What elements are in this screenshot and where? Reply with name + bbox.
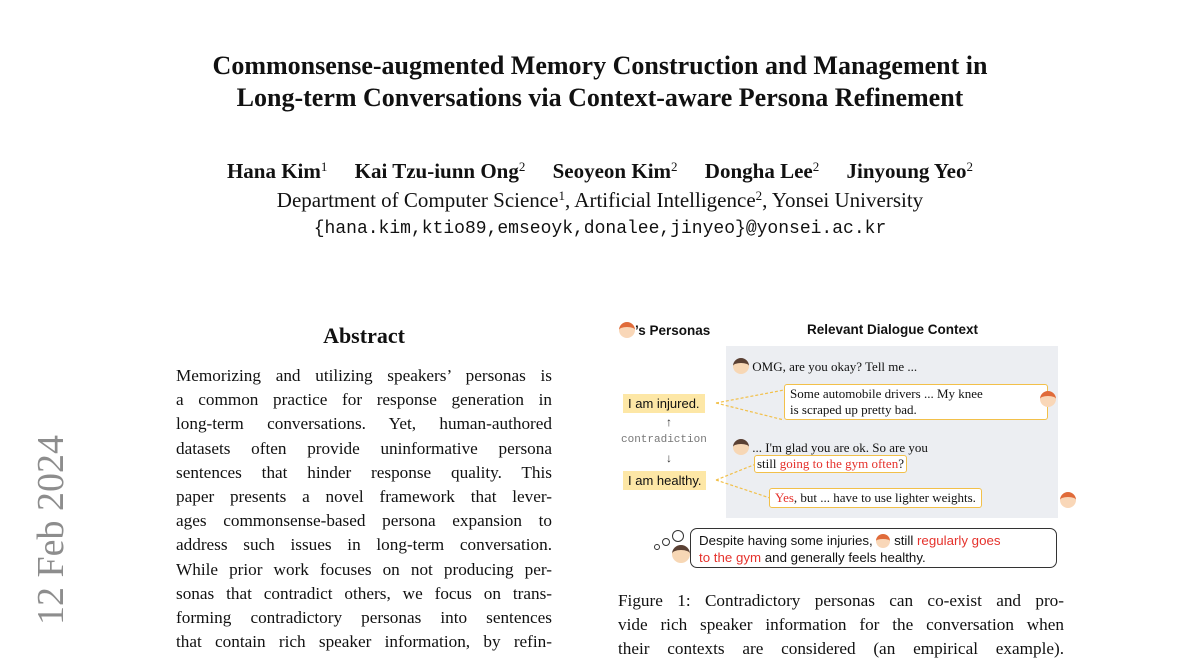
persona-healthy: I am healthy.: [623, 471, 706, 490]
dialogue-utterance-2: Some automobile drivers ... My knee is scraped up pretty bad.: [784, 384, 1048, 420]
abstract-line: sentences that hinder response quality. This: [176, 462, 552, 482]
speaker-avatar-icon: [1040, 391, 1056, 407]
speaker-avatar-icon: [619, 322, 635, 338]
listener-avatar-icon: [733, 439, 749, 455]
arrow-down-icon: ↓: [666, 451, 672, 465]
author: Kai Tzu-iunn Ong$^2$: [354, 158, 526, 183]
author: Dongha Lee$^2$: [704, 158, 820, 183]
contradiction-label: contradiction: [621, 434, 707, 446]
listener-avatar-icon: [733, 358, 749, 374]
abstract-line: sonas that contradict others, we focus on trans-: [176, 583, 552, 603]
arrow-up-icon: ↑: [666, 415, 672, 429]
thought-dot: [654, 544, 660, 550]
speaker-avatar-icon: [1060, 492, 1076, 508]
abstract-line: Memorizing and utilizing speakers’ personas is: [176, 366, 552, 385]
dialogue-utterance-1: OMG, are you okay? Tell me ...: [733, 358, 917, 375]
author: Hana Kim$^1$: [226, 158, 328, 183]
dialogue-utterance-3: ... I'm glad you are ok. So are you: [733, 439, 928, 456]
figure-personas-header: ’s Personas: [619, 322, 710, 338]
connector-line: [716, 464, 756, 480]
caption-line: their contexts are considered (an empirical example).: [618, 639, 1064, 659]
abstract-line: While prior work focuses on not producing per-: [176, 559, 552, 579]
connector-line: [716, 403, 784, 420]
abstract-line: paper presents a novel framework that lever-: [176, 487, 552, 507]
title-line-2: Long-term Conversations via Context-aware Persona Refinement: [236, 83, 964, 112]
thought-dot: [672, 530, 684, 542]
author: Seoyeon Kim$^2$: [552, 158, 678, 183]
author-list: [100, 157, 1100, 185]
abstract-line: long-term conversations. Yet, human-authored: [176, 414, 552, 434]
connector-line: [716, 480, 770, 498]
abstract-line: a common practice for response generation in: [176, 390, 552, 410]
listener-avatar-icon: [672, 545, 690, 563]
abstract-body: [176, 364, 552, 654]
abstract-heading: Abstract: [323, 323, 405, 348]
abstract-line: address such issues in long-term conversation.: [176, 535, 552, 555]
connector-line: [716, 390, 784, 403]
caption-line: vide rich speaker information for the conversation when: [618, 615, 1064, 635]
author: Jinyoung Yeo$^2$: [846, 158, 974, 183]
figure-context-header: Relevant Dialogue Context: [807, 322, 979, 337]
paper-title: [100, 50, 1100, 114]
speaker-avatar-icon: [876, 534, 890, 548]
caption-line: Figure 1: Contradictory personas can co-exist and pro-: [618, 591, 1064, 610]
author-emails: {hana.kim,ktio89,emseoyk,donalee,jinyeo}@yonsei.ac.kr: [313, 219, 887, 239]
figure-caption: [618, 589, 1064, 662]
dialogue-utterance-3-cont: still going to the gym often?: [754, 455, 907, 473]
thought-bubble: Despite having some injuries, still regularly goes to the gym and generally feels healthy.: [690, 528, 1057, 568]
abstract-line: that contain rich speaker information, by refin-: [176, 632, 552, 652]
abstract-line: forming contradictory personas into sentences: [176, 608, 552, 628]
persona-injured: I am injured.: [623, 394, 705, 413]
abstract-line: datasets often provide uninformative persona: [176, 438, 552, 458]
abstract-line: ages commonsense-based persona expansion to: [176, 511, 552, 531]
dialogue-utterance-4: Yes, but ... have to use lighter weights.: [769, 488, 982, 508]
affiliation: Department of Computer Science$^1$, Artificial Intelligence$^2$, Yonsei University: [276, 187, 924, 212]
arxiv-date-stamp: 12 Feb 2024: [30, 435, 72, 625]
thought-dot: [662, 538, 670, 546]
title-line-1: Commonsense-augmented Memory Construction and Management in: [212, 51, 988, 80]
